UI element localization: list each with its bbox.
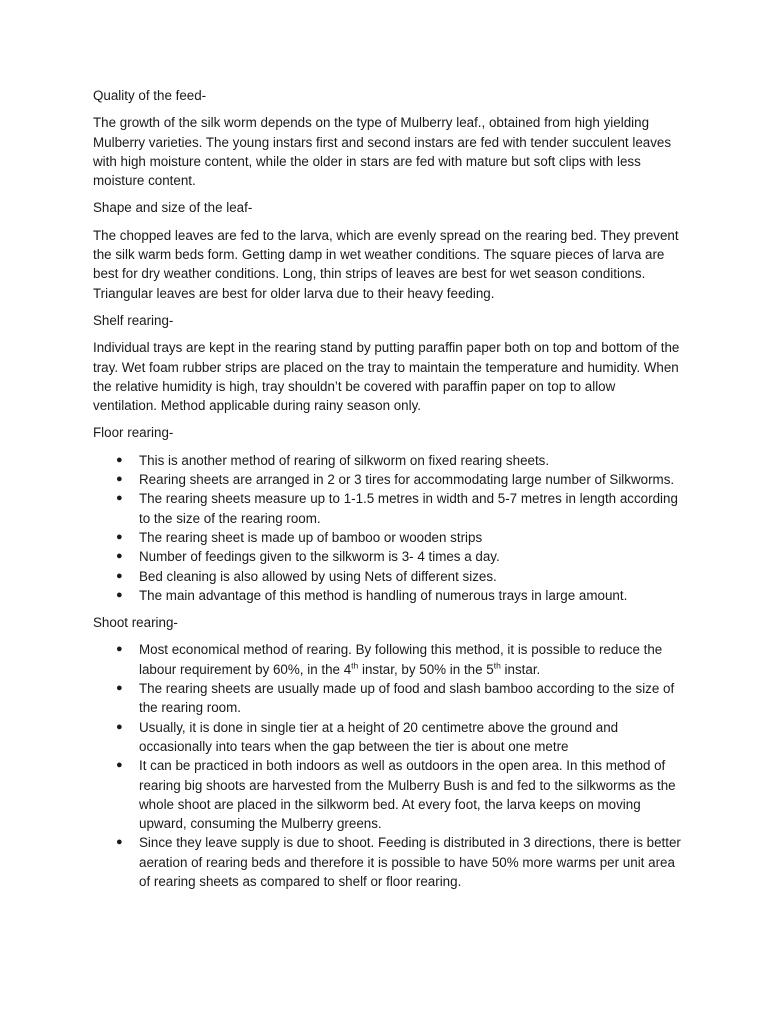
list-item-text: It can be practiced in both indoors as well as outdoors in the open area. In this method of rearing big shoots are harvested from the Mulberry Bush is and fed to the silkworms as the whole shoot are placed in the silkworm bed. At every foot, the larva keeps on moving upward, consuming the Mulberry greens. [139,758,676,832]
heading-quality-of-feed: Quality of the feed- [93,88,207,103]
bullet-icon: ● [116,473,123,486]
bullet-icon: ● [116,550,123,563]
bullet-icon: ● [116,530,123,543]
list-item-text: The rearing sheet is made up of bamboo or wooden strips [139,529,483,545]
list-item [93,528,681,547]
shoot-rearing-list [93,640,681,891]
list-item-text: Since they leave supply is due to shoot. Feeding is distributed in 3 directions, there is better aeration of rearing beds and therefore it is possible to have 50% more warms per unit area of rearing sheets as compared to shelf or floor rearing. [139,835,681,889]
list-item [93,547,681,566]
list-item [93,489,681,528]
list-item-text [139,642,662,676]
list-item-text: The rearing sheets are usually made up of food and slash bamboo according to the size of the rearing room. [139,681,675,716]
text-segment: instar. [500,661,541,677]
bullet-icon: ● [116,836,123,849]
text-segment: Most economical method of rearing. By following this method, it is possible to reduce the labour requirement by 60%, in the 4 [139,642,663,677]
list-item-text: The main advantage of this method is handling of numerous trays in large amount. [139,587,628,603]
bullet-icon: ● [116,453,123,466]
heading-shape-and-size: Shape and size of the leaf- [93,200,253,216]
paragraph-shape-and-size: The chopped leaves are fed to the larva, which are evenly spread on the rearing bed. They prevent the silk warm beds form. Getting damp in wet weather conditions. The square pieces of larva are best for dry weather conditions. Long, thin strips of leaves are best for wet season conditions. Triangular leaves are best for older larva due to their heavy feeding. [93,227,679,301]
floor-rearing-list [93,451,681,605]
superscript: th [351,660,359,671]
bullet-icon: ● [116,492,123,505]
superscript: th [493,660,501,671]
list-item [93,833,681,891]
bullet-icon: ● [116,682,123,695]
list-item [93,718,681,757]
paragraph-quality-of-feed: The growth of the silk worm depends on the type of Mulberry leaf., obtained from high yielding Mulberry varieties. The young instars first and second instars are fed with tender succulent leaves with high moisture content, while the older in stars are fed with mature but soft clips with less moisture content. [93,115,672,189]
bullet-icon: ● [116,759,123,772]
paragraph-shelf-rearing: Individual trays are kept in the rearing stand by putting paraffin paper both on top and bottom of the tray. Wet foam rubber strips are placed on the tray to maintain the temperature and humidity. When the relative humidity is high, tray shouldn’t be covered with paraffin paper on top to allow ventilation. Method applicable during rainy season only. [93,340,680,414]
list-item [93,640,681,679]
list-item [93,567,681,586]
heading-shelf-rearing: Shelf rearing- [93,312,174,328]
bullet-icon: ● [116,569,123,582]
bullet-icon: ● [116,720,123,733]
list-item-text: This is another method of rearing of silkworm on fixed rearing sheets. [139,452,550,468]
bullet-icon: ● [116,588,123,601]
list-item-text: Usually, it is done in single tier at a height of 20 centimetre above the ground and occasionally into tears when the gap between the tier is about one metre [139,719,619,754]
list-item [93,756,681,833]
list-item [93,470,681,489]
list-item-text: The rearing sheets measure up to 1-1.5 metres in width and 5-7 metres in length according to the size of the rearing room. [139,491,678,526]
document-page [93,86,681,899]
heading-shoot-rearing: Shoot rearing- [93,615,178,631]
list-item-text: Number of feedings given to the silkworm is 3- 4 times a day. [139,549,500,565]
heading-floor-rearing: Floor rearing- [93,425,174,441]
list-item [93,679,681,718]
text-segment: instar, by 50% in the 5 [358,661,494,677]
bullet-icon: ● [116,643,123,656]
list-item-text: Rearing sheets are arranged in 2 or 3 tires for accommodating large number of Silkworms. [139,472,675,488]
list-item-text: Bed cleaning is also allowed by using Nets of different sizes. [139,568,497,584]
list-item [93,586,681,605]
list-item [93,451,681,470]
